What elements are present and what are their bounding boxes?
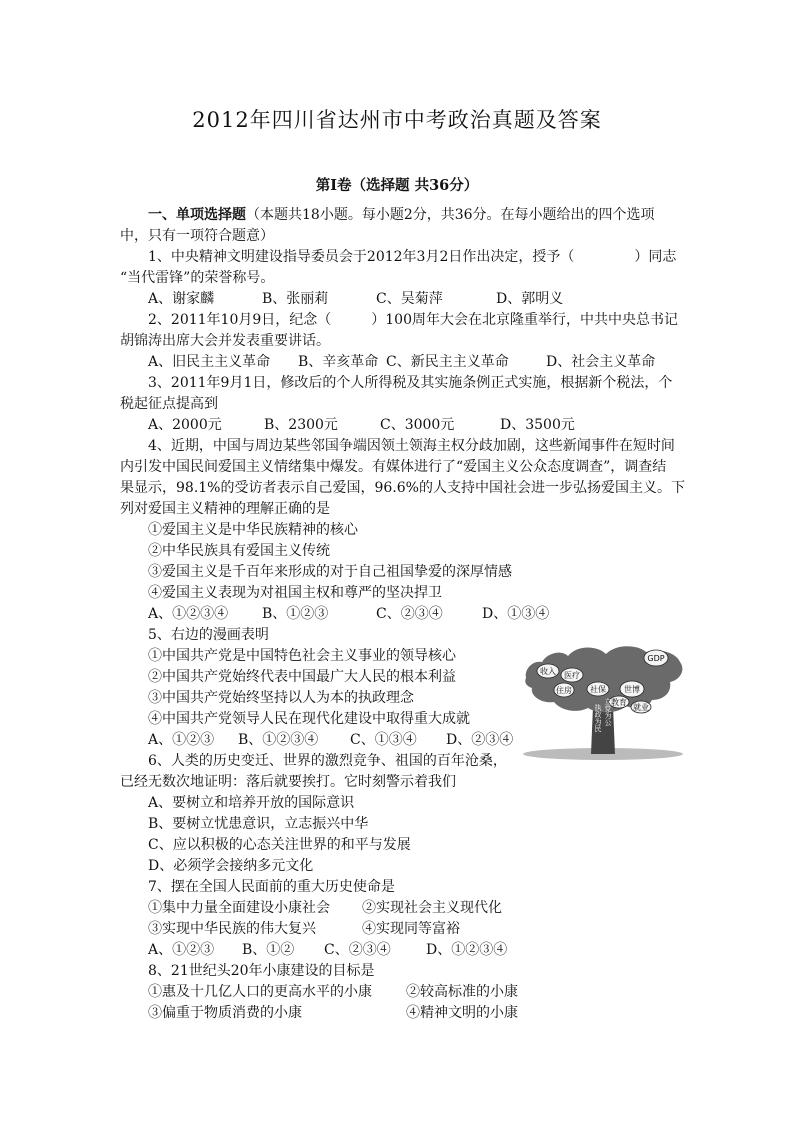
q3-options <box>120 415 676 436</box>
q3-stem-cont: 税起征点提高到 <box>120 396 218 412</box>
q6-option-d: D、必须学会接纳多元文化 <box>148 858 314 874</box>
q4-item-3: ③爱国主义是千百年来形成的对于自己祖国挚爱的深厚情感 <box>148 564 512 580</box>
bubble-housing: 住房 <box>556 686 572 695</box>
q6-option-a: A、要树立和培养开放的国际意识 <box>148 795 355 811</box>
q6-stem: 6、人类的历史变迁、世界的激烈竞争、祖国的百年沧桑， <box>148 753 507 769</box>
q6-stem-cont: 已经无数次地证明：落后就要挨打。它时刻警示着我们 <box>120 774 456 790</box>
q4-option-d: D、①③④ <box>482 606 550 622</box>
q7-stem: 7、摆在全国人民面前的重大历史使命是 <box>148 879 395 895</box>
q8-stem: 8、21世纪头20年小康建设的目标是 <box>148 963 375 979</box>
q7-item-1: ①集中力量全面建设小康社会 <box>148 900 330 916</box>
q5-item-2: ②中国共产党始终代表中国最广大人民的根本利益 <box>148 669 456 685</box>
q2-stem-cont: 胡锦涛出席大会并发表重要讲话。 <box>120 333 330 349</box>
q1-option-d: D、郭明义 <box>496 291 564 307</box>
q2-option-b: B、辛亥革命 <box>298 354 379 370</box>
bubble-education: 教育 <box>611 698 627 707</box>
q2-option-a: A、旧民主主义革命 <box>148 354 271 370</box>
q7-item-4: ④实现同等富裕 <box>362 921 460 937</box>
q3-option-b: B、2300元 <box>264 417 338 433</box>
part-description-cont: 中，只有一项符合题意） <box>120 228 274 244</box>
q8-item-1: ①惠及十几亿人口的更高水平的小康 <box>148 984 372 1000</box>
bubble-medical: 医疗 <box>564 671 580 680</box>
q2-stem-a: 2、2011年10月9日，纪念（ <box>148 312 332 328</box>
q4-item-2: ②中华民族具有爱国主义传统 <box>148 543 330 559</box>
q3-option-c: C、3000元 <box>380 417 455 433</box>
q6-option-b: B、要树立忧患意识，立志振兴中华 <box>148 816 369 832</box>
q4-stem-cont-3: 列对爱国主义精神的理解正确的是 <box>120 501 330 517</box>
q5-option-c: C、①③④ <box>350 732 417 748</box>
q1-option-b: B、张丽莉 <box>262 291 329 307</box>
q7-option-d: D、①②③④ <box>426 942 508 958</box>
q2-stem-b: ）100周年大会在北京隆重举行，中共中央总书记 <box>371 312 678 328</box>
q4-stem: 4、近期，中国与周边某些邻国争端因领土领海主权分歧加剧，这些新闻事件在短时间 <box>148 438 675 454</box>
q4-option-b: B、①②③ <box>262 606 329 622</box>
q4-option-c: C、②③④ <box>376 606 443 622</box>
q1-stem-a: 1、中央精神文明建设指导委员会于2012年3月2日作出决定，授予（ <box>148 249 575 265</box>
q2-options <box>120 352 676 373</box>
q4-item-4: ④爱国主义表现为对祖国主权和尊严的坚决捍卫 <box>148 585 442 601</box>
q1-stem-cont: “当代雷锋”的荣誉称号。 <box>120 270 275 286</box>
q7-item-2: ②实现社会主义现代化 <box>362 900 502 916</box>
bubble-social: 社保 <box>590 685 606 694</box>
q5-option-b: B、①②③④ <box>238 732 319 748</box>
q7-items-row-2 <box>120 919 676 940</box>
q3-stem: 3、2011年9月1日，修改后的个人所得税及其实施条例正式实施，根据新个税法，个 <box>148 375 673 391</box>
q8-item-2: ②较高标准的小康 <box>406 984 518 1000</box>
bubble-gdp: GDP <box>647 654 665 663</box>
q1-stem-b: ）同志 <box>634 249 677 265</box>
part-heading-line <box>120 205 676 226</box>
q2-option-c: C、新民主主义革命 <box>386 354 509 370</box>
q4-option-a: A、①②③④ <box>148 606 229 622</box>
q7-option-a: A、①②③ <box>148 942 215 958</box>
trunk-label-right: 立党为公 <box>604 698 612 726</box>
part-description: （本题共18小题。每小题2分，共36分。在每小题给出的四个选项 <box>246 207 655 223</box>
q7-option-c: C、②③④ <box>324 942 391 958</box>
q3-option-d: D、3500元 <box>500 417 575 433</box>
part-heading: 一、单项选择题 <box>148 207 246 223</box>
q2-option-d: D、社会主义革命 <box>546 354 656 370</box>
q3-option-a: A、2000元 <box>148 417 222 433</box>
section-heading: 第Ⅰ卷（选择题 共36分） <box>315 177 479 194</box>
q5-option-a: A、①②③ <box>148 732 215 748</box>
bubble-expo: 世博 <box>624 685 640 694</box>
q1-stem <box>120 247 676 268</box>
q7-items-row-1 <box>120 898 676 919</box>
q1-options <box>120 289 676 310</box>
cartoon-map-tree <box>520 638 686 762</box>
q5-item-3: ③中国共产党始终坚持以人为本的执政理念 <box>148 690 414 706</box>
bubble-employment: 就业 <box>633 703 649 712</box>
q7-item-3: ③实现中华民族的伟大复兴 <box>148 921 316 937</box>
q7-option-b: B、①② <box>242 942 295 958</box>
q4-stem-cont-1: 内引发中国民间爱国主义情绪集中爆发。有媒体进行了“爱国主义公众态度调查”，调查结 <box>120 459 667 475</box>
bubble-income: 收入 <box>540 667 556 676</box>
q4-stem-cont-2: 果显示，98.1%的受访者表示自己爱国，96.6%的人支持中国社会进一步弘扬爱国主义。下 <box>120 480 685 496</box>
q8-items-row-1 <box>120 982 676 1003</box>
q5-stem: 5、右边的漫画表明 <box>148 627 269 643</box>
q8-items-row-2 <box>120 1003 676 1024</box>
q5-option-d: D、②③④ <box>446 732 514 748</box>
q7-options <box>120 940 676 961</box>
q4-options <box>120 604 676 625</box>
q1-option-c: C、吴菊萍 <box>376 291 443 307</box>
q4-item-1: ①爱国主义是中华民族精神的核心 <box>148 522 358 538</box>
q8-item-4: ④精神文明的小康 <box>406 1005 518 1021</box>
q6-option-c: C、应以积极的心态关注世界的和平与发展 <box>148 837 411 853</box>
page-title: 2012年四川省达州市中考政治真题及答案 <box>192 108 602 132</box>
q1-option-a: A、谢家麟 <box>148 291 215 307</box>
question-body <box>120 205 685 1024</box>
q8-item-3: ③偏重于物质消费的小康 <box>148 1005 302 1021</box>
q2-stem <box>120 310 676 331</box>
trunk-label-left: 执政为民 <box>594 704 602 732</box>
q5-item-4: ④中国共产党领导人民在现代化建设中取得重大成就 <box>148 711 470 727</box>
q5-item-1: ①中国共产党是中国特色社会主义事业的领导核心 <box>148 648 456 664</box>
